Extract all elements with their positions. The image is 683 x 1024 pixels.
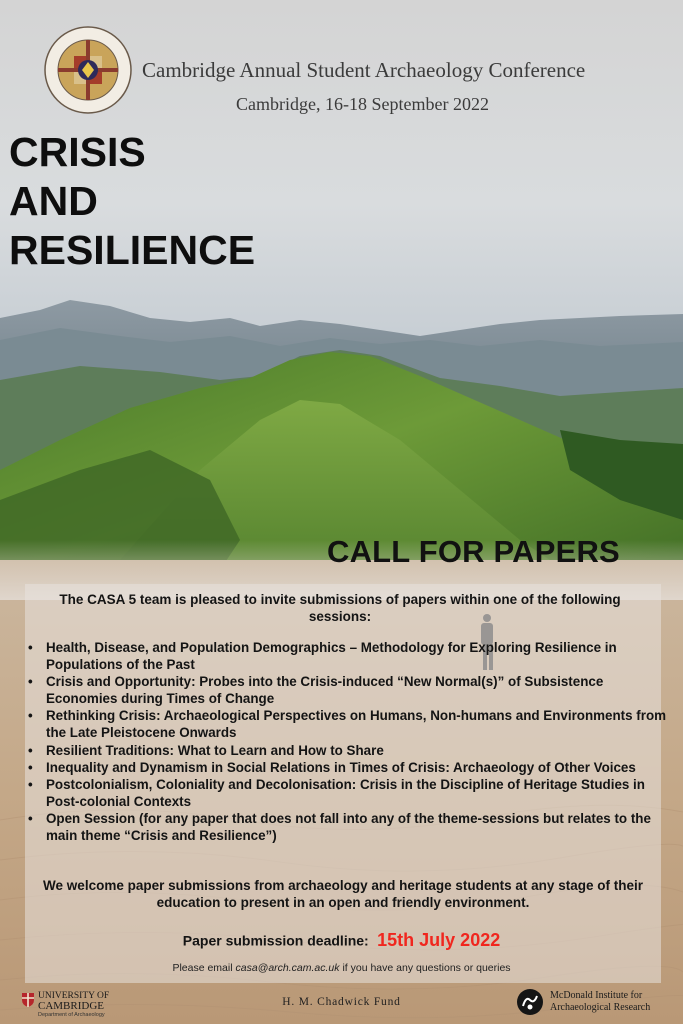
list-item: • Inequality and Dynamism in Social Relations in Times of Crisis: Archaeology of Other Voices [28,760,668,777]
contact-prefix: Please email [172,962,233,974]
list-item: • Health, Disease, and Population Demographics – Methodology for Exploring Resilience in Populations of the Past [28,640,668,674]
contact-line [0,962,683,974]
conference-dates: Cambridge, 16-18 September 2022 [236,94,489,114]
university-line: CAMBRIDGE [38,999,105,1012]
institute-line: Archaeological Research [550,1002,651,1013]
list-item: • Rethinking Crisis: Archaeological Perspectives on Humans, Non-humans and Environments from the Late Pleistocene Onwards [28,708,668,742]
intro-text: The CASA 5 team is pleased to invite submissions of papers within one of the following sessions: [59,592,621,624]
deadline-label: Paper submission deadline: [182,932,369,949]
welcome-text: We welcome paper submissions from archaeology and heritage students at any stage of their education to present in an open and friendly environment. [43,878,643,910]
fund-name: H. M. Chadwick Fund [282,996,401,1008]
university-line: UNIVERSITY OF [38,991,110,1001]
call-for-papers-heading: CALL FOR PAPERS [327,534,620,569]
session-list [28,640,668,846]
department-name: Department of Archaeology [38,1012,105,1018]
institute-line: McDonald Institute for [550,990,643,1001]
list-item: • Postcolonialism, Coloniality and Decolonisation: Crisis in the Discipline of Heritage Studies in Post-colonial Contexts [28,777,668,811]
main-title-line: CRISIS [9,129,146,175]
mcdonald-institute-logo-icon [516,988,544,1016]
deadline [0,930,683,951]
conference-seal-icon [44,26,132,114]
list-item: • Resilient Traditions: What to Learn and How to Share [28,743,668,760]
institute-name [550,990,650,1014]
main-title-line: RESILIENCE [9,227,256,273]
contact-suffix: if you have any questions or queries [342,962,511,974]
list-item: • Crisis and Opportunity: Probes into the Crisis-induced “New Normal(s)” of Subsistence Economies during Times of Change [28,674,668,708]
email-link[interactable]: casa@arch.cam.ac.uk [235,962,340,974]
conference-title: Cambridge Annual Student Archaeology Conference [142,58,586,82]
list-item: • Open Session (for any paper that does not fall into any of the theme-sessions but relates to the main theme “Crisis and Resilience”) [28,811,668,845]
deadline-date: 15th July 2022 [377,930,501,950]
main-title [9,128,255,275]
main-title-line: AND [9,178,98,224]
